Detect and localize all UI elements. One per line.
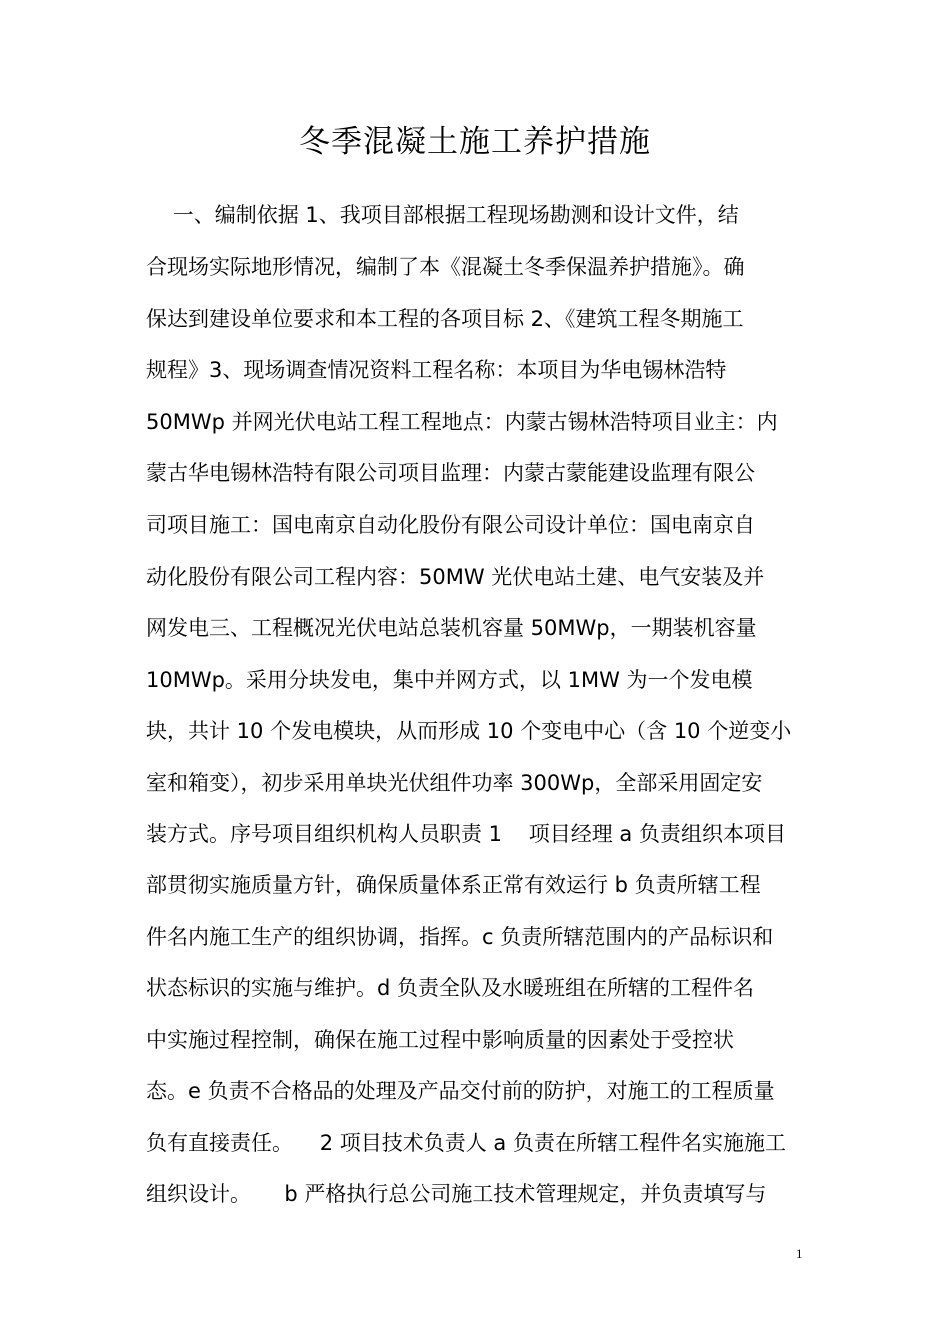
body-line: 保达到建设单位要求和本工程的各项目标 2、《建筑工程冬期施工 <box>146 307 744 331</box>
body-line: 组织设计。 b 严格执行总公司施工技术管理规定，并负责填写与 <box>146 1182 767 1206</box>
body-line: 网发电三、工程概况光伏电站总装机容量 50MWp，一期装机容量 <box>146 616 757 640</box>
body-line: 状态标识的实施与维护。d 负责全队及水暖班组在所辖的工程件名 <box>146 976 755 1000</box>
body-line: 负有直接责任。 2 项目技术负责人 a 负责在所辖工程件名实施施工 <box>146 1131 786 1155</box>
body-line: 件名内施工生产的组织协调，指挥。c 负责所辖范围内的产品标识和 <box>146 925 774 949</box>
body-line: 一、编制依据 1、我项目部根据工程现场勘测和设计文件，结 <box>146 203 739 227</box>
body-line: 块，共计 10 个发电模块，从而形成 10 个变电中心（含 10 个逆变小 <box>146 719 792 743</box>
body-line: 50MWp 并网光伏电站工程工程地点：内蒙古锡林浩特项目业主：内 <box>146 410 778 434</box>
body-line: 部贯彻实施质量方针，确保质量体系正常有效运行 b 负责所辖工程 <box>146 873 761 897</box>
body-line: 态。e 负责不合格品的处理及产品交付前的防护，对施工的工程质量 <box>146 1079 775 1103</box>
body-line: 合现场实际地形情况，编制了本《混凝土冬季保温养护措施》。确 <box>146 255 745 279</box>
page-number: 1 <box>796 1246 803 1261</box>
body-line: 蒙古华电锡林浩特有限公司项目监理：内蒙古蒙能建设监理有限公 <box>146 461 755 485</box>
body-line: 规程》3、现场调查情况资料工程名称：本项目为华电锡林浩特 <box>146 358 727 382</box>
body-line: 中实施过程控制，确保在施工过程中影响质量的因素处于受控状 <box>146 1028 734 1052</box>
body-line: 室和箱变），初步采用单块光伏组件功率 300Wp，全部采用固定安 <box>146 771 763 795</box>
body-line: 装方式。序号项目组织机构人员职责 1 项目经理 a 负责组织本项目 <box>146 822 786 846</box>
body-line: 10MWp。采用分块发电，集中并网方式，以 1MW 为一个发电模 <box>146 668 753 692</box>
body-line: 动化股份有限公司工程内容：50MW 光伏电站土建、电气安装及并 <box>146 565 765 589</box>
document-title: 冬季混凝土施工养护措施 <box>299 124 651 160</box>
body-line: 司项目施工：国电南京自动化股份有限公司设计单位：国电南京自 <box>146 513 755 537</box>
